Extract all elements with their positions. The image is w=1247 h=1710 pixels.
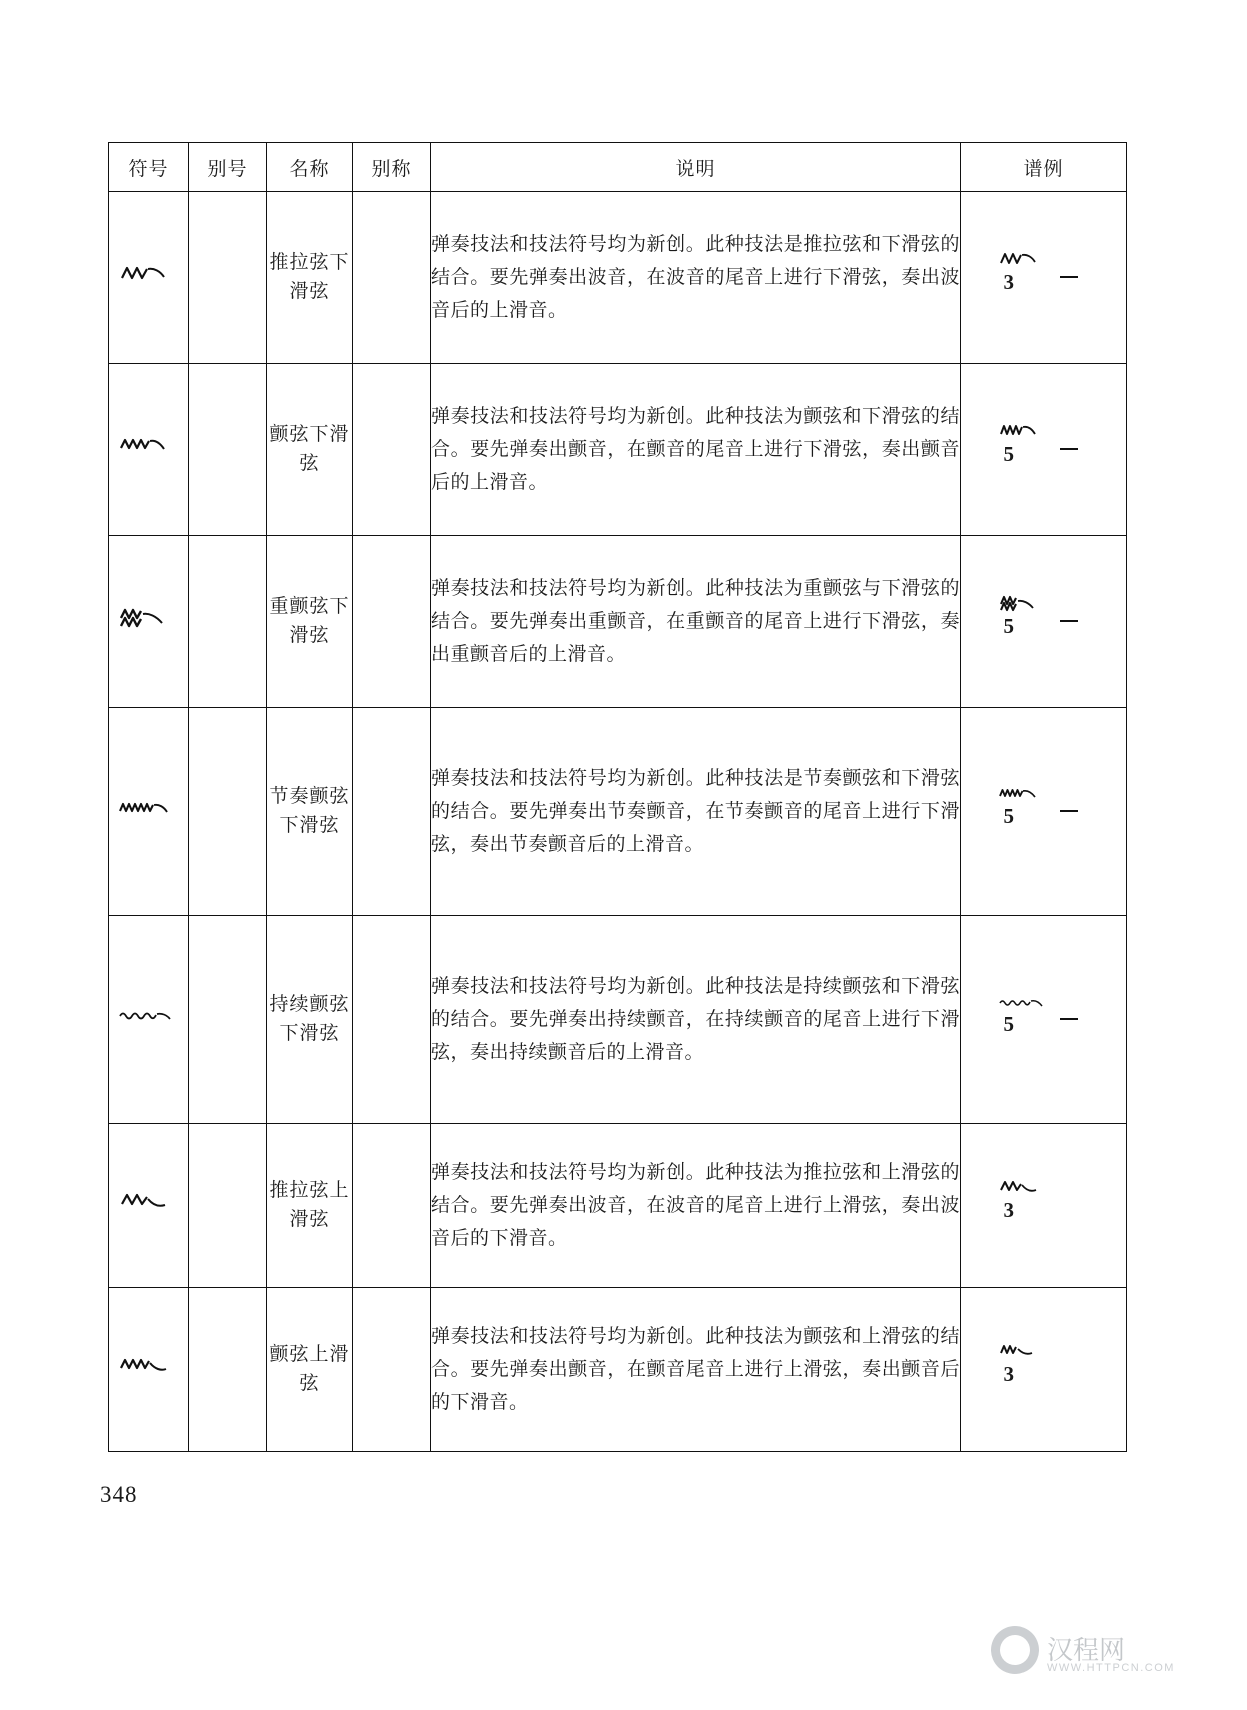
cell-symbol xyxy=(109,536,189,708)
cell-symbol xyxy=(109,708,189,916)
cell-example xyxy=(961,1288,1127,1452)
cell-symbol xyxy=(109,192,189,364)
zigzag-down-slide-icon xyxy=(118,260,180,290)
cell-description: 弹奏技法和技法符号均为新创。此种技法是节奏颤弦和下滑弦的结合。要先弹奏出节奏颤音，在节奏颤音的尾音上进行下滑弦，奏出节奏颤音后的上滑音。 xyxy=(431,708,961,916)
cell-alt-name xyxy=(353,364,431,536)
heavy-trill-down-slide-icon xyxy=(118,604,180,634)
watermark xyxy=(991,1622,1211,1684)
cell-description: 弹奏技法和技法符号均为新创。此种技法为颤弦和下滑弦的结合。要先弹奏出颤音，在颤音的尾音上进行下滑弦，奏出颤音后的上滑音。 xyxy=(431,364,961,536)
cell-name: 推拉弦上滑弦 xyxy=(267,1124,353,1288)
cell-alt-number xyxy=(189,708,267,916)
cell-alt-name xyxy=(353,708,431,916)
watermark-logo-inner-icon xyxy=(1000,1635,1030,1665)
cell-symbol xyxy=(109,916,189,1124)
column-header-description: 说明 xyxy=(431,143,961,192)
example-dash xyxy=(1060,810,1078,812)
example-number: 3 xyxy=(1003,1198,1014,1222)
cell-description: 弹奏技法和技法符号均为新创。此种技法为重颤弦与下滑弦的结合。要先弹奏出重颤音，在重颤音的尾音上进行下滑弦，奏出重颤音后的上滑音。 xyxy=(431,536,961,708)
cell-example xyxy=(961,916,1127,1124)
symbols-table xyxy=(108,142,1127,1452)
page-number: 348 xyxy=(100,1482,138,1507)
cell-example xyxy=(961,708,1127,916)
cell-symbol xyxy=(109,1288,189,1452)
cell-name: 颤弦下滑弦 xyxy=(267,364,353,536)
cell-alt-number xyxy=(189,1124,267,1288)
cell-symbol xyxy=(109,364,189,536)
cell-name: 持续颤弦下滑弦 xyxy=(267,916,353,1124)
cell-name: 推拉弦下滑弦 xyxy=(267,192,353,364)
cell-alt-number xyxy=(189,192,267,364)
table-header-row xyxy=(109,143,1127,192)
sustained-trill-down-slide-icon xyxy=(118,1002,180,1032)
cell-example xyxy=(961,364,1127,536)
column-header-example: 谱例 xyxy=(961,143,1127,192)
table-row xyxy=(109,916,1127,1124)
example-dash xyxy=(1060,448,1078,450)
cell-symbol xyxy=(109,1124,189,1288)
cell-name: 颤弦上滑弦 xyxy=(267,1288,353,1452)
symbols-table-container xyxy=(108,142,1126,1452)
table-row xyxy=(109,364,1127,536)
cell-description: 弹奏技法和技法符号均为新创。此种技法为颤弦和上滑弦的结合。要先弹奏出颤音，在颤音尾音上进行上滑弦，奏出颤音后的下滑音。 xyxy=(431,1288,961,1452)
cell-alt-name xyxy=(353,1124,431,1288)
zigzag-up-slide-icon xyxy=(118,1188,180,1218)
cell-name: 重颤弦下滑弦 xyxy=(267,536,353,708)
cell-description: 弹奏技法和技法符号均为新创。此种技法为推拉弦和上滑弦的结合。要先弹奏出波音，在波音的尾音上进行上滑弦，奏出波音后的下滑音。 xyxy=(431,1124,961,1288)
example-number: 5 xyxy=(1003,804,1014,828)
table-row xyxy=(109,708,1127,916)
trill-down-slide-icon xyxy=(118,432,180,462)
table-row xyxy=(109,1124,1127,1288)
column-header-alt-number: 别号 xyxy=(189,143,267,192)
table-header xyxy=(109,143,1127,192)
table-body xyxy=(109,192,1127,1452)
example-number: 3 xyxy=(1003,270,1014,294)
column-header-symbol: 符号 xyxy=(109,143,189,192)
cell-alt-name xyxy=(353,1288,431,1452)
cell-name: 节奏颤弦下滑弦 xyxy=(267,708,353,916)
example-dash xyxy=(1060,620,1078,622)
trill-up-slide-icon xyxy=(118,1352,180,1382)
cell-alt-number xyxy=(189,364,267,536)
table-row xyxy=(109,536,1127,708)
watermark-subtext: WWW.HTTPCN.COM xyxy=(1047,1662,1175,1674)
table-row xyxy=(109,192,1127,364)
cell-description: 弹奏技法和技法符号均为新创。此种技法是持续颤弦和下滑弦的结合。要先弹奏出持续颤音，在持续颤音的尾音上进行下滑弦，奏出持续颤音后的上滑音。 xyxy=(431,916,961,1124)
column-header-name: 名称 xyxy=(267,143,353,192)
example-number: 5 xyxy=(1003,442,1014,466)
rhythmic-trill-down-slide-icon xyxy=(118,794,180,824)
example-dash xyxy=(1060,1018,1078,1020)
cell-alt-number xyxy=(189,916,267,1124)
watermark-text: 汉程网 xyxy=(1047,1635,1126,1665)
cell-example xyxy=(961,536,1127,708)
column-header-alt-name: 别称 xyxy=(353,143,431,192)
table-row xyxy=(109,1288,1127,1452)
cell-description: 弹奏技法和技法符号均为新创。此种技法是推拉弦和下滑弦的结合。要先弹奏出波音，在波音的尾音上进行下滑弦，奏出波音后的上滑音。 xyxy=(431,192,961,364)
cell-alt-name xyxy=(353,916,431,1124)
example-number: 5 xyxy=(1003,614,1014,638)
cell-alt-name xyxy=(353,192,431,364)
example-number: 3 xyxy=(1003,1362,1014,1386)
cell-example xyxy=(961,192,1127,364)
example-number: 5 xyxy=(1003,1012,1014,1036)
cell-alt-name xyxy=(353,536,431,708)
example-dash xyxy=(1060,276,1078,278)
cell-alt-number xyxy=(189,536,267,708)
cell-alt-number xyxy=(189,1288,267,1452)
cell-example xyxy=(961,1124,1127,1288)
